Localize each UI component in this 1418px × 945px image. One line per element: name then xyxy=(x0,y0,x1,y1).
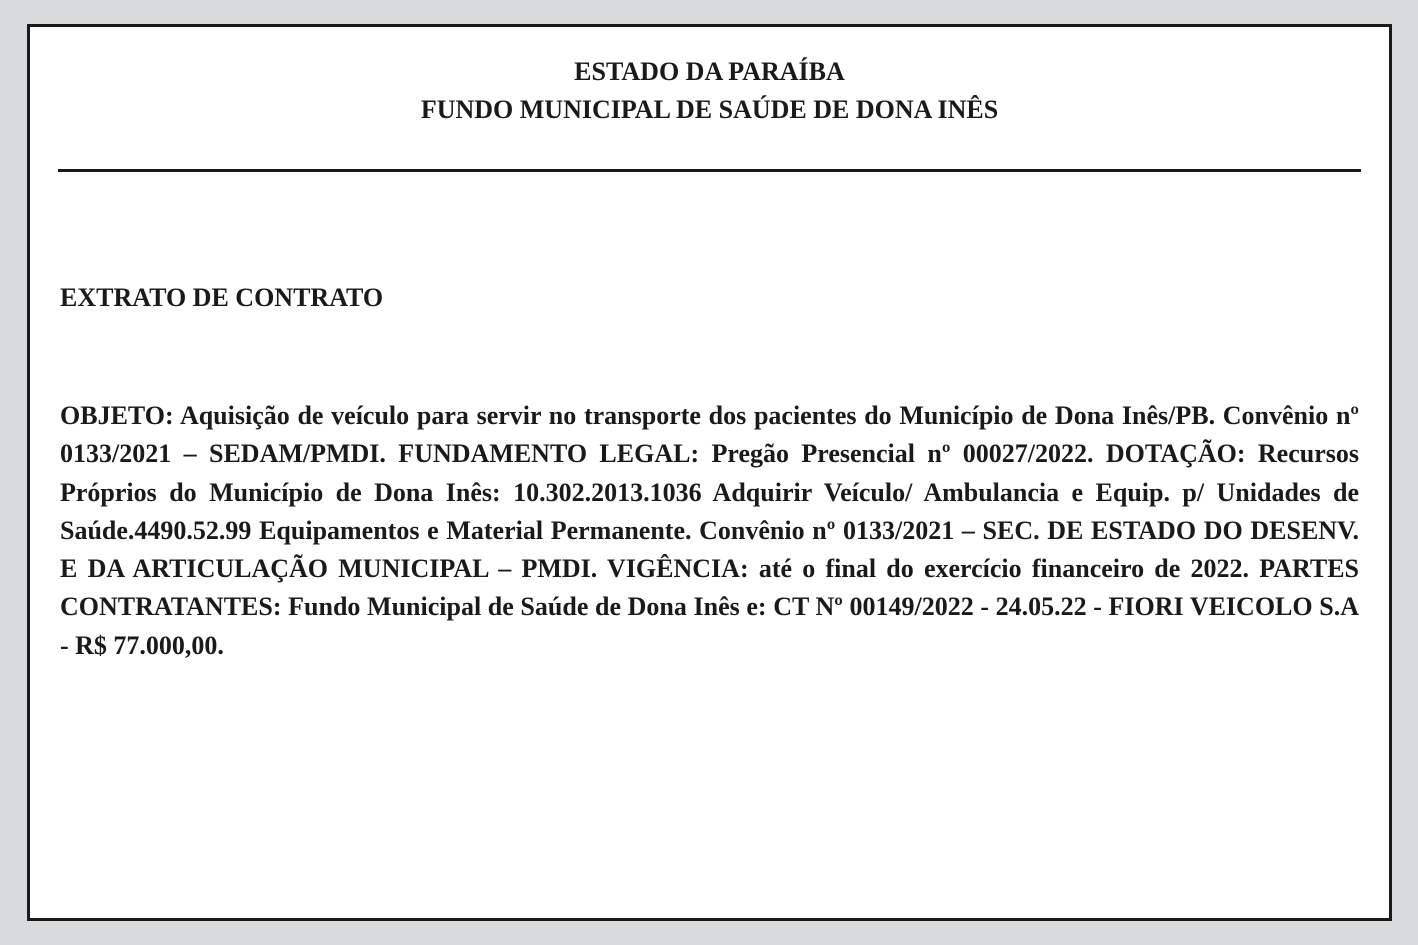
header-divider xyxy=(58,169,1361,172)
fund-name: FUNDO MUNICIPAL DE SAÚDE DE DONA INÊS xyxy=(420,95,999,124)
state-name: ESTADO DA PARAÍBA xyxy=(574,57,845,86)
notice-header xyxy=(30,53,1389,129)
notice-title: EXTRATO DE CONTRATO xyxy=(60,283,384,312)
contract-notice xyxy=(27,24,1392,921)
notice-body: OBJETO: Aquisição de veículo para servir no transporte dos pacientes do Município de Dona Inês/PB. Convênio nº 0133/2021 – SEDAM/PMDI. FUNDAMENTO LEGAL: Pregão Presencial nº 00027/2022. DOTAÇÃO: Recursos Próprios do Município de Dona Inês: 10.302.2013.1036 Adquirir Veículo/ Ambulancia e Equip. p/ Unidades de Saúde.4490.52.99 Equipamentos e Material Permanente. Convênio nº 0133/2021 – SEC. DE ESTADO DO DESENV. E DA ARTICULAÇÃO MUNICIPAL – PMDI. VIGÊNCIA: até o final do exercício financeiro de 2022. PARTES CONTRATANTES: Fundo Municipal de Saúde de Dona Inês e: CT Nº 00149/2022 - 24.05.22 - FIORI VEICOLO S.A - R$ 77.000,00. xyxy=(60,401,1359,660)
